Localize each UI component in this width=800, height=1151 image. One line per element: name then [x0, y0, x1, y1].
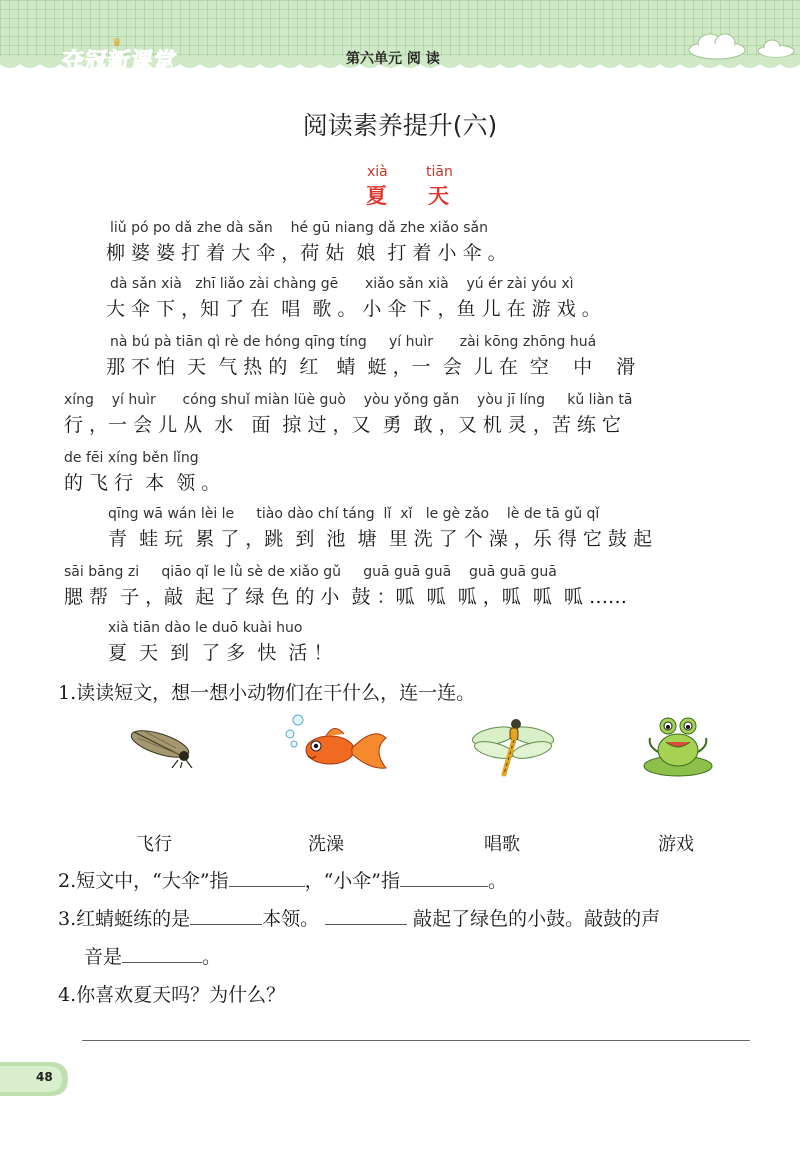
crown-icon: ♛: [112, 36, 122, 49]
pinyin-line: xià tiān dào le duō kuài huo: [108, 620, 303, 636]
question-2-text: ，“小伞”指: [304, 870, 400, 892]
text-line: 夏 天 到 了 多 快 活 ！: [108, 642, 333, 664]
text-line: 行 ，一 会 儿 从 水 面 掠 过 ，又 勇 敢 ，又 机 灵 ，苦 练 它: [64, 414, 621, 436]
question-3-text: 3.红蜻蜓练的是: [58, 908, 191, 930]
pinyin-line: qīng wā wán lèi le tiào dào chí táng lǐ xǐ le gè zǎo lè de tā gǔ qǐ: [108, 506, 600, 522]
cicada-icon: [120, 718, 198, 768]
answer-blank[interactable]: [229, 868, 305, 887]
answer-blank[interactable]: [400, 868, 488, 887]
title-pinyin: xià: [367, 164, 388, 180]
pinyin-line: dà sǎn xià zhī liǎo zài chàng gē xiǎo sǎn xià yú ér zài yóu xì: [110, 276, 574, 292]
text-line: 青 蛙 玩 累 了 ，跳 到 池 塘 里 洗 了 个 澡 ，乐 得 它 鼓 起: [108, 528, 652, 550]
cloud-icon: [686, 30, 748, 60]
goldfish-icon: [282, 712, 392, 778]
pinyin-line: nà bú pà tiān qì rè de hóng qīng tíng yí huìr zài kōng zhōng huá: [110, 334, 597, 350]
pinyin-line: xíng yí huìr cóng shuǐ miàn lüè guò yòu yǒng gǎn yòu jī líng kǔ liàn tā: [64, 392, 633, 408]
question-2-text: 2.短文中，“大伞”指: [58, 870, 229, 892]
answer-blank[interactable]: [325, 906, 407, 925]
question-3-cont: [84, 942, 221, 969]
question-4: 4.你喜欢夏天吗？为什么？: [58, 984, 286, 1006]
passage-title: 夏: [366, 184, 387, 208]
question-1: 1.读读短文，想一想小动物们在干什么，连一连。: [58, 682, 476, 704]
option-bathe[interactable]: 洗澡: [308, 834, 344, 855]
brand-logo: 夺冠新课堂: [59, 49, 179, 74]
text-line: 大 伞 下 ，知 了 在 唱 歌 。 小 伞 下 ，鱼 儿 在 游 戏 。: [106, 298, 601, 320]
option-play[interactable]: 游戏: [658, 834, 694, 855]
pinyin-line: sāi bāng zi qiāo qǐ le lǜ sè de xiǎo gǔ guā guā guā guā guā guā: [64, 564, 557, 580]
answer-blank[interactable]: [190, 906, 262, 925]
question-3-text: 。: [202, 946, 222, 968]
pinyin-line: de fēi xíng běn lǐng: [64, 450, 199, 466]
pinyin-line: liǔ pó po dǎ zhe dà sǎn hé gū niang dǎ zhe xiǎo sǎn: [110, 220, 488, 236]
question-3-text: 本领。: [262, 908, 320, 930]
frog-icon: [638, 712, 718, 778]
cloud-icon: [756, 38, 796, 58]
page-number: 48: [36, 1070, 53, 1084]
question-2: [58, 866, 507, 893]
option-fly[interactable]: 飞行: [136, 834, 172, 855]
text-line: 的 飞 行 本 领 。: [64, 472, 221, 494]
question-3-text: 音是: [84, 946, 123, 968]
text-line: 柳 婆 婆 打 着 大 伞 ，荷 姑 娘 打 着 小 伞 。: [106, 242, 507, 264]
page-title: 阅读素养提升(六): [302, 111, 498, 140]
passage-title: 天: [428, 184, 449, 208]
question-3-text: 敲起了绿色的小鼓。敲鼓的声: [413, 908, 661, 930]
title-pinyin: tiān: [426, 164, 453, 180]
unit-label: 第六单元 阅 读: [346, 51, 440, 67]
answer-blank[interactable]: [122, 944, 202, 963]
text-line: 腮 帮 子 ，敲 起 了 绿 色 的 小 鼓 ：呱 呱 呱 ，呱 呱 呱 ……: [64, 586, 627, 608]
dragonfly-icon: [470, 712, 556, 778]
question-2-text: 。: [488, 870, 508, 892]
page-number-tab: [0, 1062, 68, 1096]
question-3: [58, 904, 660, 931]
text-line: 那 不 怕 天 气 热 的 红 蜻 蜓 ，一 会 儿 在 空 中 滑: [106, 356, 636, 378]
option-sing[interactable]: 唱歌: [484, 834, 520, 855]
answer-line[interactable]: [82, 1040, 750, 1041]
